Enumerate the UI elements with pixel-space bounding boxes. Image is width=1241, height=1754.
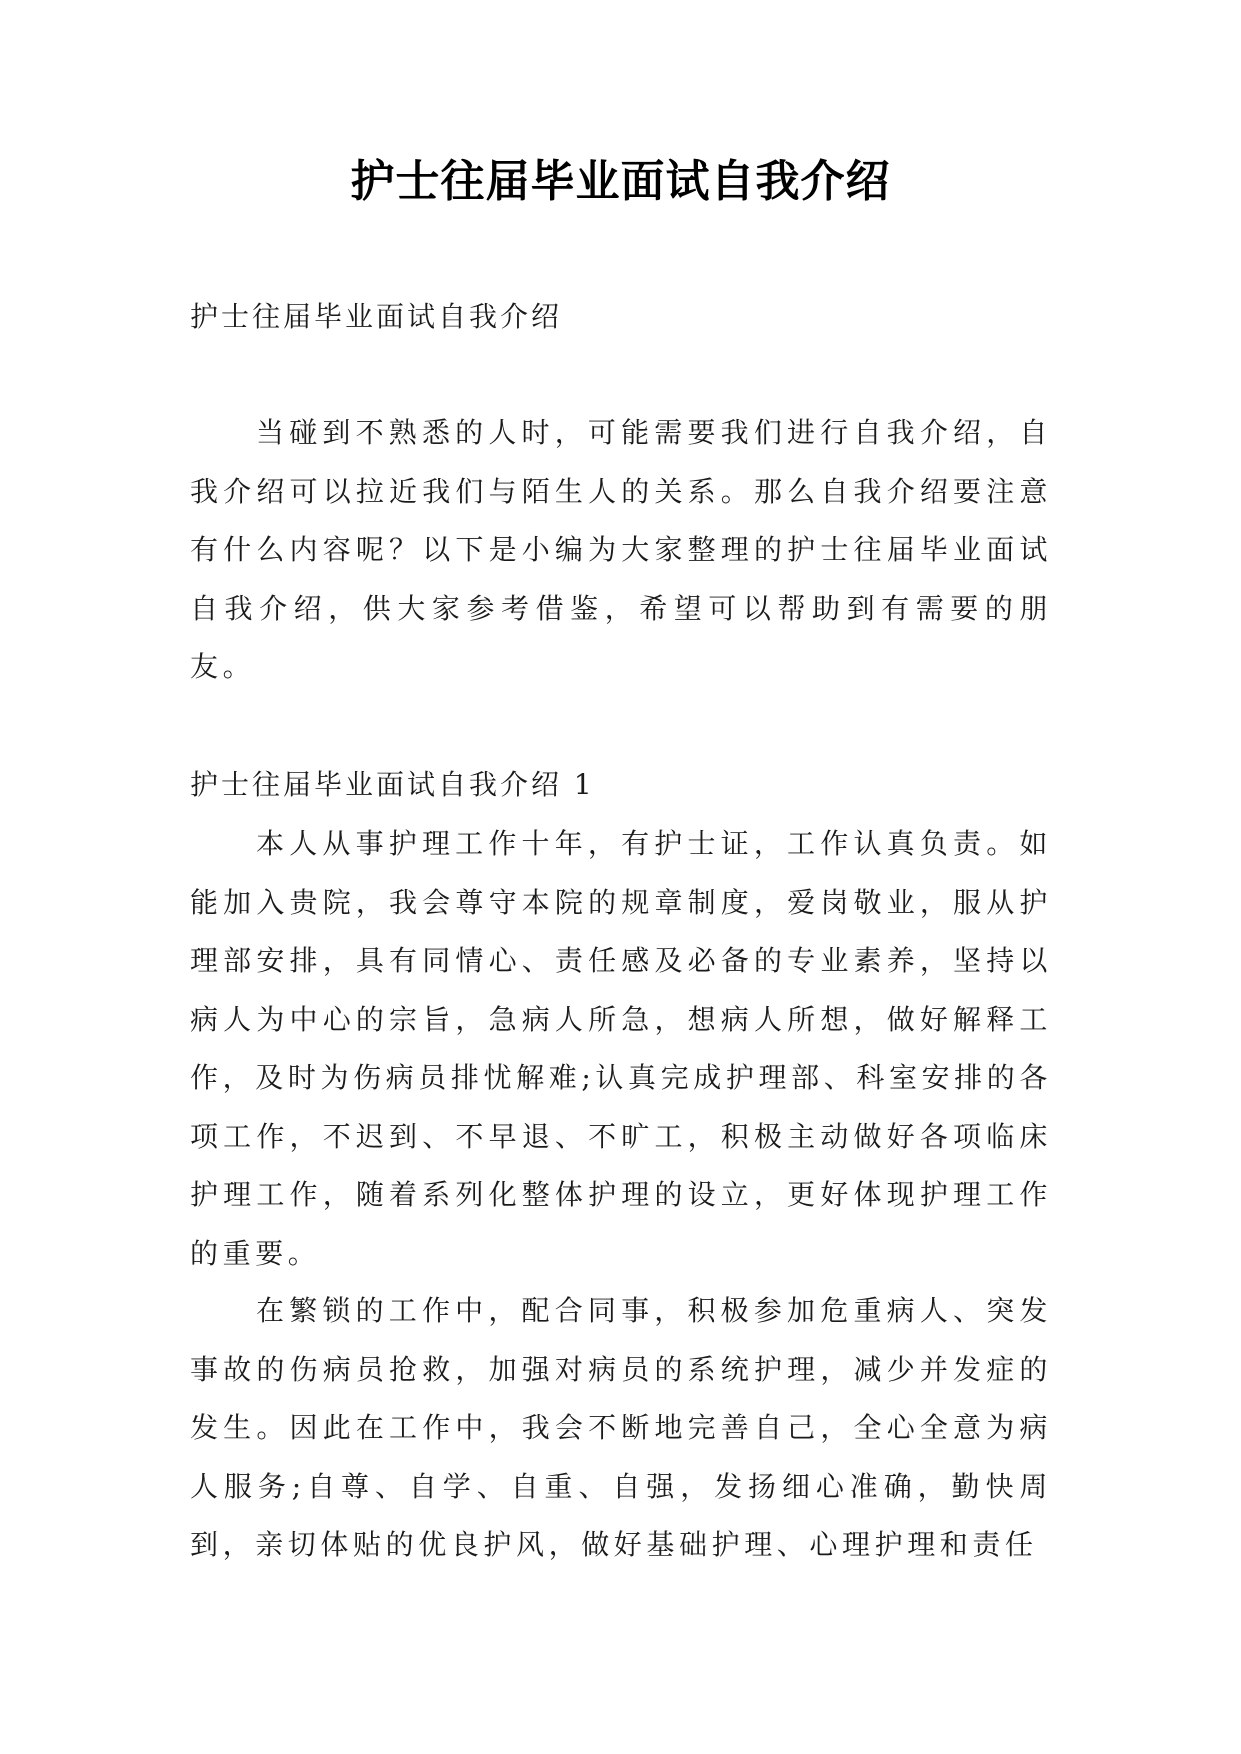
section-1-paragraph-1: 本人从事护理工作十年，有护士证，工作认真负责。如能加入贵院，我会尊守本院的规章制度，爱岗敬业，服从护理部安排，具有同情心、责任感及必备的专业素养，坚持以病人为中心的宗旨，急病人所急，想病人所想，做好解释工作，及时为伤病员排忧解难;认真完成护理部、科室安排的各项工作，不迟到、不早退、不旷工，积极主动做好各项临床护理工作，随着系列化整体护理的设立，更好体现护理工作的重要。 xyxy=(190,827,1052,1270)
document-subtitle: 护士往届毕业面试自我介绍 xyxy=(190,300,563,333)
section-1-heading: 护士往届毕业面试自我介绍 1 xyxy=(190,768,595,801)
section-1-paragraph-2: 在繁锁的工作中，配合同事，积极参加危重病人、突发事故的伤病员抢救，加强对病员的系统护理，减少并发症的发生。因此在工作中，我会不断地完善自己，全心全意为病人服务;自尊、自学、自重、自强，发扬细心准确，勤快周到，亲切体贴的优良护风，做好基础护理、心理护理和责任 xyxy=(190,1294,1052,1561)
intro-paragraph: 当碰到不熟悉的人时，可能需要我们进行自我介绍，自我介绍可以拉近我们与陌生人的关系。那么自我介绍要注意有什么内容呢？以下是小编为大家整理的护士往届毕业面试自我介绍，供大家参考借鉴，希望可以帮助到有需要的朋友。 xyxy=(190,416,1052,683)
document-title: 护士往届毕业面试自我介绍 xyxy=(350,156,891,207)
